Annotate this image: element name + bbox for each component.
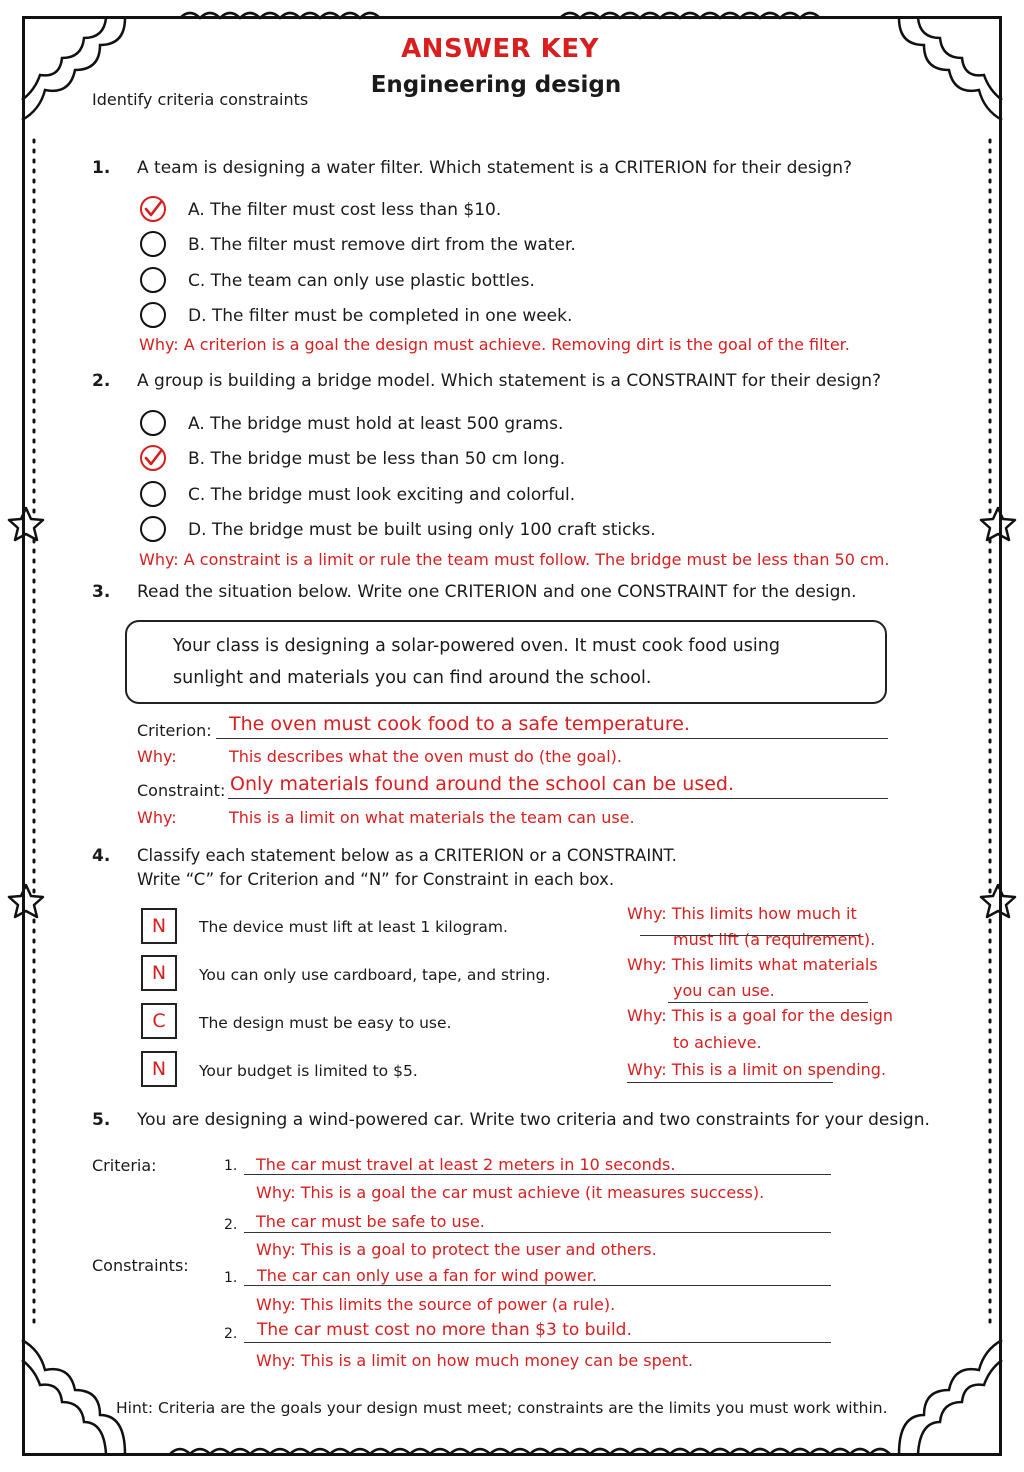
why-explanation: Why: A criterion is a goal the design must achieve. Removing dirt is the goal of the filter. [139, 335, 850, 354]
constraint-answer-line[interactable] [228, 772, 888, 799]
why-explanation: Why: This limits how much it [627, 904, 857, 923]
why-explanation: Why: This is a goal the car must achieve (it measures success). [256, 1183, 765, 1202]
constraints-answer: The car can only use a fan for wind power. [257, 1266, 597, 1285]
divider [640, 935, 860, 936]
question-prompt: You are designing a wind-powered car. Write two criteria and two constraints for your design. [137, 1110, 930, 1130]
constraint-answer: Only materials found around the school can be used. [230, 773, 735, 795]
item-number: 2. [224, 1217, 238, 1233]
checkmark-icon [140, 445, 166, 471]
option-c: C. The team can only use plastic bottles. [188, 271, 535, 291]
question-prompt: A group is building a bridge model. Which statement is a CONSTRAINT for their design? [137, 371, 881, 391]
criterion-answer: The oven must cook food to a safe temperature. [229, 713, 690, 735]
situation-box [125, 620, 887, 704]
constraint-why: This is a limit on what materials the team can use. [229, 808, 635, 827]
question-number: 5. [92, 1110, 111, 1130]
option-b: B. The bridge must be less than 50 cm long. [188, 449, 566, 469]
question-number: 4. [92, 846, 111, 866]
divider [627, 1082, 833, 1083]
statement: Your budget is limited to $5. [199, 1062, 418, 1080]
why-explanation: Why: This limits what materials [627, 955, 878, 974]
answer-line[interactable] [244, 1318, 831, 1343]
question-number: 1. [92, 158, 111, 178]
why-explanation: Why: This is a goal for the design [627, 1006, 894, 1025]
why-explanation: Why: This is a goal to protect the user and others. [256, 1240, 657, 1259]
option-c: C. The bridge must look exciting and colorful. [188, 485, 576, 505]
answer-box[interactable]: N [141, 955, 177, 991]
option-a: A. The filter must cost less than $10. [188, 200, 502, 220]
criteria-answer: The car must be safe to use. [256, 1212, 485, 1231]
item-number: 2. [224, 1326, 238, 1342]
page-title: Engineering design [370, 72, 622, 98]
situation-text: sunlight and materials you can find around the school. [173, 668, 652, 688]
checkmark-icon [140, 196, 166, 222]
situation-text: Your class is designing a solar-powered oven. It must cook food using [173, 636, 780, 656]
why-explanation: Why: This limits the source of power (a rule). [256, 1295, 616, 1314]
answer-line[interactable] [244, 1152, 831, 1175]
answer-box[interactable]: C [141, 1003, 177, 1039]
why-label: Why: [137, 747, 177, 766]
why-explanation: Why: This is a limit on how much money can be spent. [256, 1351, 694, 1370]
answer-box[interactable]: N [141, 908, 177, 944]
criteria-label: Criteria: [92, 1156, 157, 1175]
answer-box[interactable]: N [141, 1051, 177, 1087]
constraint-label: Constraint: [137, 781, 226, 800]
radio-button[interactable] [140, 302, 166, 328]
constraints-answer: The car must cost no more than $3 to build. [257, 1320, 632, 1340]
radio-button[interactable] [140, 410, 166, 436]
criterion-label: Criterion: [137, 721, 212, 740]
constraints-label: Constraints: [92, 1256, 189, 1275]
checked-radio[interactable] [140, 445, 166, 471]
hint-text: Hint: Criteria are the goals your design must meet; constraints are the limits you must work within. [116, 1399, 888, 1417]
question-number: 3. [92, 582, 111, 602]
answer-line[interactable] [244, 1263, 831, 1286]
criterion-why: This describes what the oven must do (the goal). [229, 747, 622, 766]
criterion-answer-line[interactable] [216, 712, 888, 739]
question-number: 2. [92, 371, 111, 391]
answer-key-label: ANSWER KEY [401, 34, 599, 64]
why-label: Why: [137, 808, 177, 827]
question-prompt: Write “C” for Criterion and “N” for Constraint in each box. [137, 870, 615, 889]
radio-button[interactable] [140, 481, 166, 507]
statement: The device must lift at least 1 kilogram. [199, 918, 508, 936]
radio-button[interactable] [140, 267, 166, 293]
why-explanation: must lift (a requirement). [673, 930, 876, 949]
why-explanation: Why: A constraint is a limit or rule the team must follow. The bridge must be less than 50 cm. [139, 550, 890, 569]
question-prompt: Read the situation below. Write one CRITERION and one CONSTRAINT for the design. [137, 582, 857, 602]
item-number: 1. [224, 1158, 238, 1174]
why-explanation: to achieve. [673, 1033, 762, 1052]
item-number: 1. [224, 1270, 238, 1286]
option-d: D. The filter must be completed in one week. [188, 306, 573, 326]
criteria-answer: The car must travel at least 2 meters in 10 seconds. [256, 1155, 676, 1174]
statement: The design must be easy to use. [199, 1014, 452, 1032]
option-d: D. The bridge must be built using only 100 craft sticks. [188, 520, 656, 540]
topic-label: Identify criteria constraints [92, 90, 309, 109]
statement: You can only use cardboard, tape, and string. [199, 966, 551, 984]
answer-line[interactable] [244, 1210, 831, 1233]
radio-button[interactable] [140, 231, 166, 257]
checked-radio[interactable] [140, 196, 166, 222]
divider [668, 1002, 868, 1003]
question-prompt: Classify each statement below as a CRITERION or a CONSTRAINT. [137, 846, 677, 865]
radio-button[interactable] [140, 516, 166, 542]
why-explanation: you can use. [673, 981, 775, 1000]
option-b: B. The filter must remove dirt from the water. [188, 235, 576, 255]
question-prompt: A team is designing a water filter. Which statement is a CRITERION for their design? [137, 158, 852, 178]
option-a: A. The bridge must hold at least 500 grams. [188, 414, 564, 434]
why-explanation: Why: This is a limit on spending. [627, 1060, 887, 1079]
